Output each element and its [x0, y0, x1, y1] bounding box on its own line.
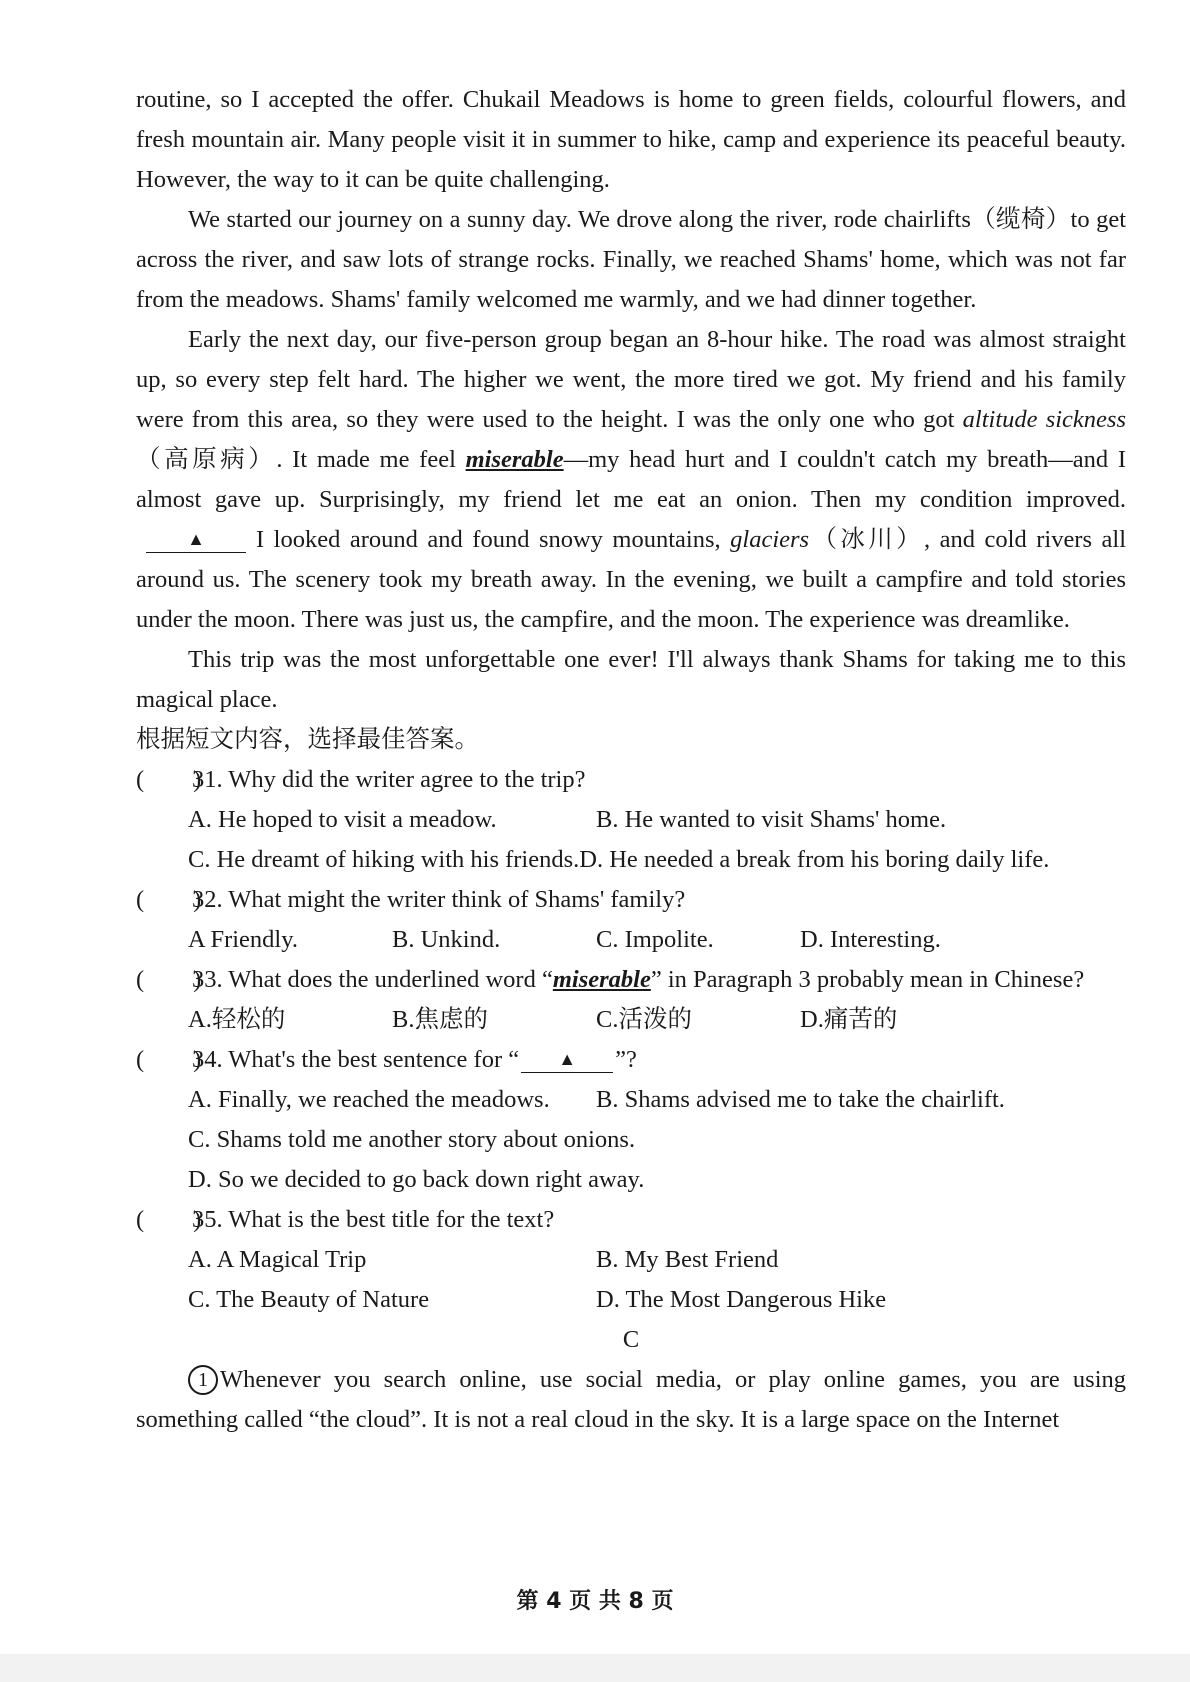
options-32 — [136, 920, 1126, 960]
answer-blank[interactable] — [146, 526, 246, 553]
question-31 — [136, 760, 1126, 800]
option-a[interactable]: A Friendly. — [188, 926, 299, 953]
answer-paren[interactable]: ( ) — [136, 1206, 202, 1233]
section-heading-c: C — [622, 1326, 640, 1353]
option-b[interactable]: B. Shams advised me to take the chairlift. — [596, 1086, 1005, 1113]
option-b[interactable]: B.焦虑的 — [392, 1006, 488, 1033]
instruction: 根据短文内容，选择最佳答案。 — [136, 726, 479, 753]
question-text-b: ” in Paragraph 3 probably mean in Chinese? — [650, 966, 1085, 993]
question-text-a: 34. What's the best sentence for “ — [192, 1046, 520, 1073]
triangle-icon: ▲ — [187, 529, 205, 549]
option-c[interactable]: C. The Beauty of Nature — [188, 1286, 430, 1313]
p3-text-c: —my head hurt and I couldn't catch my breath—and I almost gave up. Surprisingly, my friend let me eat an onion. Then my condition improved. — [136, 446, 1127, 513]
options-35-ab — [136, 1240, 1126, 1280]
question-text: 35. What is the best title for the text? — [192, 1206, 555, 1233]
question-text — [192, 1040, 1126, 1080]
question-text-a: 33. What does the underlined word “ — [192, 966, 553, 993]
term-altitude-sickness-cn: （高原病） — [136, 446, 277, 473]
triangle-icon: ▲ — [558, 1049, 577, 1069]
section-c-paragraph-1 — [136, 1360, 1126, 1440]
question-text: 31. Why did the writer agree to the trip? — [192, 766, 586, 793]
answer-paren[interactable]: ( ) — [136, 1046, 202, 1073]
p3-text-a: Early the next day, our five-person group began an 8-hour hike. The road was almost straight up, so every step felt hard. The higher we went, the more tired we got. My friend and his family were from this area, so they were used to the height. I was the only one who got — [136, 326, 1126, 433]
option-b[interactable]: B. Unkind. — [392, 926, 501, 953]
option-a[interactable]: A. Finally, we reached the meadows. — [188, 1086, 550, 1113]
option-a[interactable]: A.轻松的 — [188, 1006, 286, 1033]
option-d[interactable]: D. Interesting. — [800, 926, 941, 953]
term-glaciers-cn: （冰川） — [809, 526, 925, 553]
question-text-b: ”? — [615, 1046, 637, 1073]
passage-paragraph-2: We started our journey on a sunny day. We drove along the river, rode chairlifts（缆椅）to get across the river, and saw lots of strange rocks. Finally, we reached Shams' home, which was not far from the meadows. Shams' family welcomed me warmly, and we had dinner together. — [136, 206, 1126, 313]
question-34 — [136, 1040, 1126, 1080]
options-31-cd — [136, 840, 1126, 880]
underlined-word-miserable: miserable — [465, 446, 564, 473]
options-33 — [136, 1000, 1126, 1040]
p3-text-d: I looked around and found snowy mountains, — [256, 526, 731, 553]
circled-number: 1 — [188, 1365, 218, 1395]
answer-blank-ref — [521, 1046, 613, 1073]
passage-paragraph-1: routine, so I accepted the offer. Chukail Meadows is home to green fields, colourful flowers, and fresh mountain air. Many people visit it in summer to hike, camp and experience its peaceful beauty. However, the way to it can be quite challenging. — [136, 86, 1126, 193]
options-31 — [136, 800, 1126, 840]
option-c[interactable]: C. He dreamt of hiking with his friends. — [188, 846, 580, 873]
option-a[interactable]: A. He hoped to visit a meadow. — [188, 806, 497, 833]
option-c[interactable]: C.活泼的 — [596, 1006, 692, 1033]
option-b[interactable]: B. My Best Friend — [596, 1246, 779, 1273]
option-b[interactable]: B. He wanted to visit Shams' home. — [596, 806, 947, 833]
option-c[interactable]: C. Shams told me another story about onions. — [188, 1126, 636, 1153]
options-35-cd — [136, 1280, 1126, 1320]
answer-paren[interactable]: ( ) — [136, 966, 202, 993]
question-32 — [136, 880, 1126, 920]
answer-paren[interactable]: ( ) — [136, 766, 202, 793]
question-35 — [136, 1200, 1126, 1240]
options-34-ab — [136, 1080, 1126, 1120]
question-text — [192, 960, 1126, 1000]
term-glaciers: glaciers — [730, 526, 810, 553]
option-c[interactable]: C. Impolite. — [596, 926, 714, 953]
p3-text-b: . It made me feel — [276, 446, 466, 473]
question-text: 32. What might the writer think of Shams' family? — [192, 886, 686, 913]
bottom-band — [0, 1654, 1190, 1682]
underlined-word-miserable: miserable — [552, 966, 651, 993]
options-34-d — [136, 1160, 1126, 1200]
passage-paragraph-3 — [136, 320, 1126, 640]
page-footer: 第 4 页 共 8 页 — [516, 1589, 674, 1614]
answer-paren[interactable]: ( ) — [136, 886, 202, 913]
reading-passage — [136, 80, 1126, 1440]
term-altitude-sickness: altitude sickness — [962, 406, 1126, 433]
option-d[interactable]: D. He needed a break from his boring daily life. — [579, 846, 1050, 873]
question-33 — [136, 960, 1126, 1000]
p3-text-e: , and cold rivers all around us. The scenery took my breath away. In the evening, we built a campfire and told stories under the moon. There was just us, the campfire, and the moon. The experience was dreamlike. — [136, 526, 1127, 633]
option-d[interactable]: D.痛苦的 — [800, 1006, 898, 1033]
section-c-text: Whenever you search online, use social media, or play online games, you are using something called “the cloud”. It is not a real cloud in the sky. It is a large space on the Internet — [136, 1366, 1126, 1433]
passage-paragraph-4: This trip was the most unforgettable one ever! I'll always thank Shams for taking me to this magical place. — [136, 646, 1126, 713]
option-a[interactable]: A. A Magical Trip — [188, 1246, 367, 1273]
option-d[interactable]: D. So we decided to go back down right away. — [188, 1166, 645, 1193]
options-34-c — [136, 1120, 1126, 1160]
option-d[interactable]: D. The Most Dangerous Hike — [596, 1286, 887, 1313]
